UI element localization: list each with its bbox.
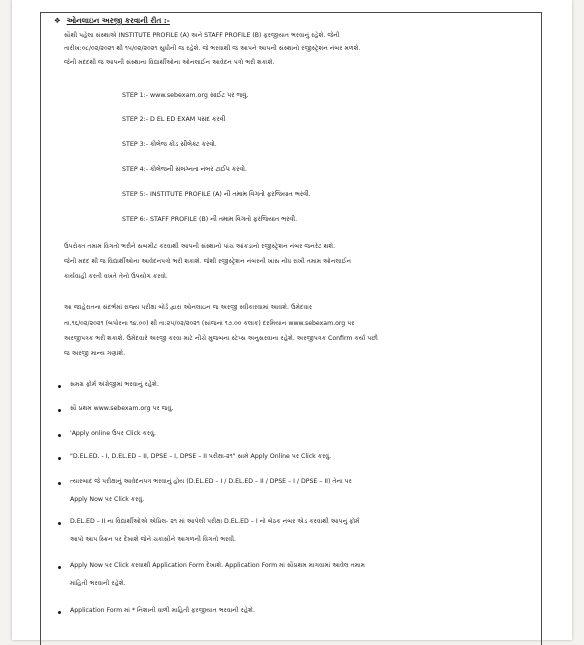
step-line: STEP 4:- કોલેજની સંલગ્નતા નંબર ટાઈપ કરવો.: [122, 166, 247, 173]
instruction-item: D.EL.ED – II ના વિદ્યાર્થીઓએ એપ્રિલ- ૨૧ માં આપેલી પરીક્ષા D.EL.ED – I નો બેઠક નંબર એડ કરવાથી આપનું ફોર્મ: [70, 518, 360, 525]
notice-line: જ અરજી માન્ય ગણાશે.: [64, 350, 126, 357]
bullet-dot-icon: [58, 457, 61, 460]
instruction-item: સૌ પ્રથમ www.sebexam.org પર જવું.: [70, 405, 174, 412]
instruction-item: ત્યારબાદ જે પરીક્ષાનું આવેદનપત્ર ભરવાનું હોય (D.EL.ED – I / D.EL.ED – II / DPSE – I / DPSE – II) તેના પર: [70, 478, 352, 485]
intro-line: તારીખ:૦૮/૦૨/૨૦૨૧ થી ૧૫/૦૨/૨૦૨૧ સુધીની જ રહેશે. જે ભરવાથી જ આપને આપની સંસ્થાનો રજીસ્ટ્રેશન નંબર મળશે.: [64, 45, 361, 52]
bullet-dot-icon: [58, 566, 61, 569]
bullet-dot-icon: [58, 409, 61, 412]
instruction-item: "D.EL.ED. - I, D.EL.ED – II, DPSE – I, DPSE – II પરીક્ષા-૨૧" સામે Apply Online પર Click કરવું.: [70, 453, 332, 460]
instruction-item-continued: માહિતી ભરવાની રહેશે.: [70, 580, 126, 587]
instruction-item-continued: આપો આપ સ્ક્રિન પર દેખાશે જેને ચકાસીને આગળની વિગતો ભરવી.: [70, 536, 236, 543]
bullet-dot-icon: [58, 434, 61, 437]
summary-line: ઉપરોક્ત તમામ વિગતો ભરીને સબમીટ કરવાથી આપની સંસ્થાનો પાંચ આંકડાનો રજીસ્ટ્રેશન નંબર જનરેટ થશે.: [64, 243, 336, 250]
step-line: STEP 3:- કોલેજ કોડ સીલેક્ટ કરવો.: [122, 141, 217, 148]
bullet-dot-icon: [58, 522, 61, 525]
instruction-item: સમગ્ર ફોર્મ અંગ્રેજીમાં ભરવાનું રહેશે.: [70, 381, 159, 388]
bullet-dot-icon: [58, 611, 61, 614]
step-line: STEP 6:- STAFF PROFILE (B) ની તમામ વિગતો ફરજિયાત ભરવી.: [122, 216, 298, 223]
notice-line: આ જાહેરાતના સંદર્ભમાં રાજ્ય પરીક્ષા બોર્ડ દ્વારા ઓનલાઇન જ અરજી સ્વીકારવામાં આવશે. ઉમેદવાર: [64, 304, 313, 311]
bullet-dot-icon: [58, 385, 61, 388]
instruction-item: Application Form માં * નિશાની વાળી માહિતી ફરજીયાત ભરવાની રહેશે.: [70, 607, 255, 614]
diamond-bullet-icon: ❖: [54, 16, 61, 25]
intro-line: જેની મદદથી જ આપની સંસ્થાના વિદ્યાર્થીઓના ઓનલાઈન આવેદન પત્રો ભરી શકાશે.: [64, 59, 275, 66]
instruction-item: 'Apply online ઉપર Click કરવું.: [70, 430, 156, 437]
summary-line: જેની મદદ થી જ વિદ્યાર્થીઓના આવેદનપત્રો ભરી શકાશે. જેથી રજીસ્ટ્રેશન નંબરની ખાસ નોંધ રાખી તમામ ઓનલાઈન: [64, 258, 352, 265]
section-heading: [54, 16, 170, 26]
section-heading-text: ઓનલાઇન અરજી કરવાની રીત :-: [66, 16, 170, 25]
instruction-item: Apply Now પર Click કરવાથી Application Form દેખાશે. Application Form માં સૌપ્રથમ માગવામાં આવેલ તમામ: [70, 562, 366, 569]
step-line: STEP 1:- www.sebexam.org સાઈટ પર જવું.: [122, 92, 249, 99]
step-line: STEP 2:- D EL ED EXAM પસંદ કરવી: [122, 116, 226, 123]
bullet-dot-icon: [58, 482, 61, 485]
step-line: STEP 5:- INSTITUTE PROFILE (A) ની તમામ વિગતો ફરજિયાત ભરવી.: [122, 191, 311, 198]
notice-line: તા.૧૬/૦૨/૨૦૨૧ (બપોરના ૧૪.૦૦) થી તા:૨૫/૦૨/૨૦૨૧ (સાંજના ૧૭.૦૦ કલાક) દરમિયાન www.sebexam.org પર: [64, 320, 355, 327]
summary-line: કાર્યવાહી કરતી વખતે તેનો ઉપયોગ કરવો.: [64, 273, 168, 280]
intro-line: સૌથી પહેલા સંસ્થાએ INSTITUTE PROFILE (A) અને STAFF PROFILE (B) ફરજીયાત ભરવાનું રહેશે. જેની: [64, 32, 340, 39]
page-border: [40, 12, 542, 645]
notice-line: અરજીપત્રક ભરી શકાશે. ઉમેદવારે અરજી કરવા માટે નીચે મુજબના સ્ટેપ્સ અનુસરવાના રહેશે. અરજીપત્રક Confirm કર્યા પછી: [64, 335, 378, 342]
instruction-item-continued: Apply Now પર Click કરવું.: [70, 496, 145, 503]
